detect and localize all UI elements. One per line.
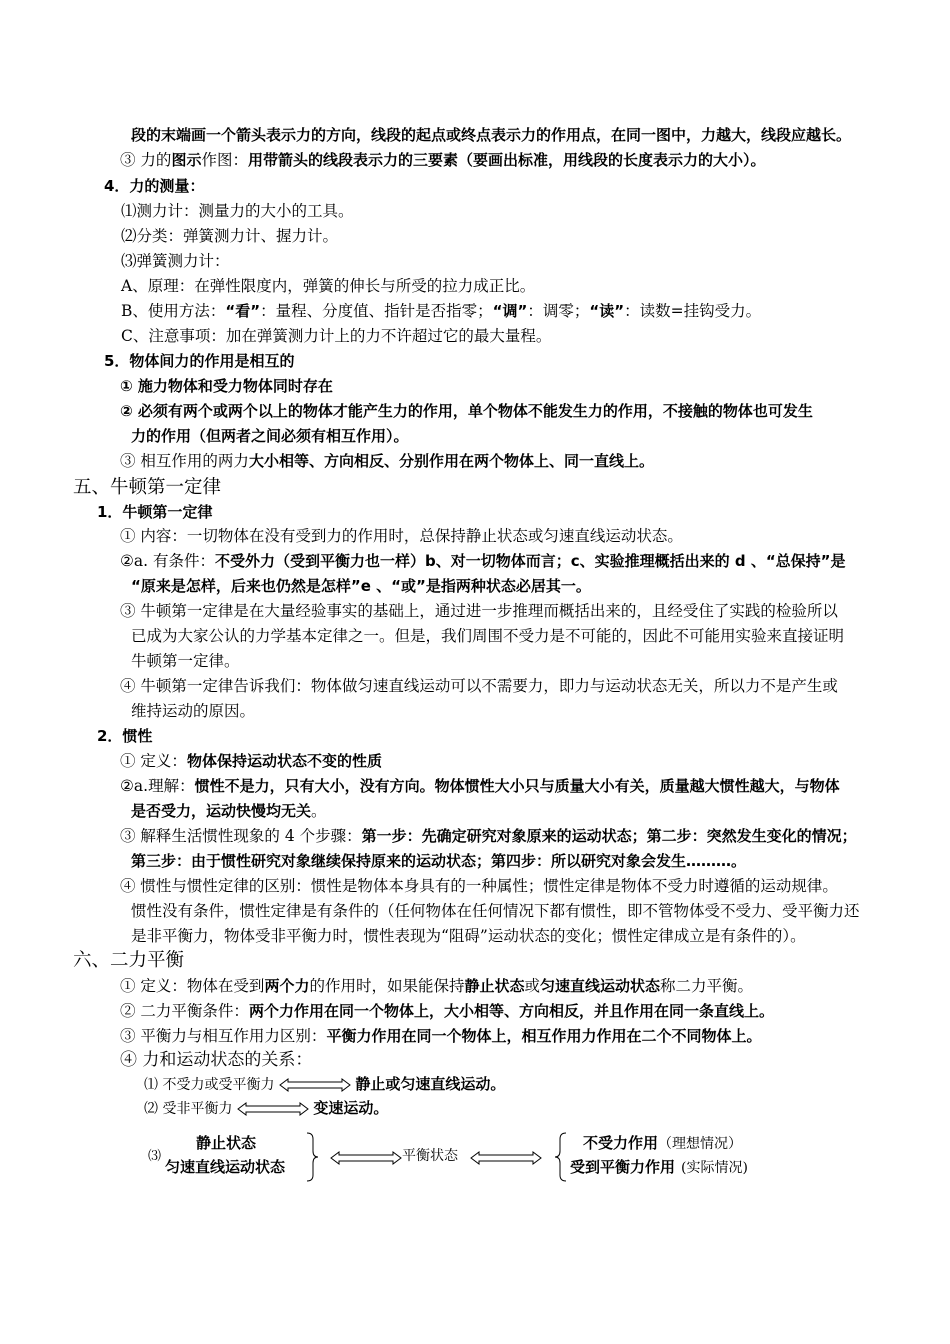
- text-span: ：调零；: [527, 302, 590, 320]
- diagram-left-1: 静止状态: [196, 1134, 257, 1152]
- text-line: 惯性没有条件，惯性定律是有条件的（任何物体在任何情况下都有惯性，即不管物体受不受力、受平衡力还: [131, 902, 860, 920]
- text-span: 受到平衡力作用: [570, 1158, 676, 1176]
- text-line: [120, 1000, 774, 1022]
- text-line: 第三步：由于惯性研究对象继续保持原来的运动状态；第四步：所以研究对象会发生………。: [131, 852, 747, 870]
- text-span: 的作用时，如果能保持: [309, 977, 465, 995]
- text-line: ② 必须有两个或两个以上的物体才能产生力的作用，单个物体不能发生力的作用，不接触的物体也可发生: [120, 402, 813, 420]
- text-line: C、注意事项：加在弹簧测力计上的力不许超过它的最大量程。: [121, 327, 552, 345]
- text-span: 物体保持运动状态不变的性质: [186, 752, 382, 770]
- text-line: [120, 825, 857, 847]
- text-span: 作图：: [201, 151, 248, 169]
- text-span: ③ 相互作用的两力: [120, 452, 249, 470]
- text-line: ⑵分类：弹簧测力计、握力计。: [121, 227, 339, 245]
- text-span: 变速运动。: [313, 1099, 389, 1117]
- diagram-middle: 平衡状态: [402, 1148, 458, 1164]
- text-span: （理想情况）: [658, 1136, 743, 1152]
- left-brace-icon: [553, 1132, 569, 1182]
- text-span: 图示: [171, 151, 202, 169]
- text-span: (实际情况): [681, 1160, 748, 1176]
- text-line: ⑶弹簧测力计：: [121, 252, 230, 270]
- text-span: ⑵ 受非平衡力: [144, 1101, 233, 1117]
- text-span: 匀速直线运动状态: [540, 977, 661, 995]
- text-span: 不受外力（受到平衡力也一样）b、对一切物体而言；c、实验推理概括出来的 d 、“总保持”是: [215, 552, 846, 570]
- double-arrow-icon: [279, 1078, 351, 1092]
- text-span: 平衡力作用在同一个物体上，相互作用力作用在二个不同物体上。: [326, 1027, 762, 1045]
- section-heading: 六、二力平衡: [73, 950, 185, 971]
- double-arrow-icon: [470, 1151, 542, 1165]
- text-line: 维持运动的原因。: [131, 702, 256, 720]
- text-line: ④ 牛顿第一定律告诉我们：物体做匀速直线运动可以不需要力，即力与运动状态无关，所以力不是产生或: [120, 677, 838, 695]
- diagram-left-2: 匀速直线运动状态: [165, 1158, 286, 1176]
- text-span: 第一步：先确定研究对象原来的运动状态；第二步：突然发生变化的情况；: [361, 827, 857, 845]
- text-line: [120, 1025, 761, 1047]
- diagram-number: ⑶: [148, 1149, 162, 1164]
- text-line: A、原理：在弹性限度内，弹簧的伸长与所受的拉力成正比。: [121, 277, 536, 295]
- text-span: “调”: [492, 302, 528, 320]
- text-span: 大小相等、方向相反、分别作用在两个物体上、同一直线上。: [248, 452, 654, 470]
- text-line: 牛顿第一定律。: [131, 652, 240, 670]
- text-line: ④ 力和运动状态的关系：: [120, 1050, 313, 1070]
- text-span: ① 定义：: [120, 752, 187, 770]
- text-line: ① 施力物体和受力物体同时存在: [120, 377, 333, 395]
- text-line: 是非平衡力，物体受非平衡力时，惯性表现为“阻碍”运动状态的变化；惯性定律成立是有条件的）。: [131, 927, 806, 945]
- text-span: 两个力: [264, 977, 310, 995]
- double-arrow-icon: [237, 1102, 309, 1116]
- section-heading: 五、牛顿第一定律: [73, 477, 222, 498]
- text-span: “读”: [589, 302, 625, 320]
- text-span: ⑴ 不受力或受平衡力: [144, 1077, 275, 1093]
- text-span: ：量程、分度值、指针是否指零；: [260, 302, 493, 320]
- text-line: 力的作用（但两者之间必须有相互作用）。: [131, 427, 409, 445]
- text-span: 。: [311, 802, 327, 820]
- subsection-heading: 1．牛顿第一定律: [97, 503, 213, 521]
- text-line: [144, 1073, 505, 1096]
- text-line: 已成为大家公认的力学基本定律之一。但是，我们周围不受力是不可能的，因此不可能用实验来直接证明: [131, 627, 845, 645]
- text-span: ① 定义：物体在受到: [120, 977, 265, 995]
- diagram-right-2: [570, 1156, 748, 1179]
- text-span: ②a. 有条件：: [120, 552, 215, 570]
- right-brace-icon: [304, 1132, 320, 1182]
- text-line: 段的末端画一个箭头表示力的方向，线段的起点或终点表示力的作用点，在同一图中，力越大，线段应越长。: [131, 126, 852, 144]
- text-line: [131, 800, 327, 822]
- text-line: [120, 149, 765, 171]
- text-line: [120, 975, 753, 997]
- text-span: ② 二力平衡条件：: [120, 1002, 249, 1020]
- text-line: [120, 750, 382, 772]
- text-span: 不受力作用: [583, 1134, 659, 1152]
- text-span: 称二力平衡。: [660, 977, 754, 995]
- diagram-right-1: [583, 1132, 742, 1155]
- text-span: ③ 力的: [120, 151, 172, 169]
- text-span: 两个力作用在同一个物体上，大小相等、方向相反，并且作用在同一条直线上。: [248, 1002, 774, 1020]
- text-span: ：读数=挂钩受力。: [624, 302, 762, 320]
- text-span: ③ 平衡力与相互作用力区别：: [120, 1027, 327, 1045]
- double-arrow-icon: [330, 1151, 402, 1165]
- text-line: “原来是怎样，后来也仍然是怎样”e 、“或”是指两种状态必居其一。: [131, 577, 591, 595]
- text-span: 用带箭头的线段表示力的三要素（要画出标准，用线段的长度表示力的大小）。: [247, 151, 766, 169]
- text-line: [120, 775, 840, 797]
- text-span: ②a.理解：: [120, 777, 195, 795]
- text-line: ④ 惯性与惯性定律的区别：惯性是物体本身具有的一种属性；惯性定律是物体不受力时遵循的运动规律。: [120, 877, 838, 895]
- text-line: ① 内容：一切物体在没有受到力的作用时，总保持静止状态或匀速直线运动状态。: [120, 527, 683, 545]
- text-line: [120, 450, 654, 472]
- subsection-heading: 2．惯性: [97, 727, 153, 745]
- text-span: B、使用方法：: [121, 302, 226, 320]
- text-span: 或: [524, 977, 540, 995]
- text-span: 惯性不是力，只有大小，没有方向。物体惯性大小只与质量大小有关，质量越大惯性越大，与物体: [194, 777, 840, 795]
- subsection-heading: 5．物体间力的作用是相互的: [104, 352, 295, 370]
- text-line: ③ 牛顿第一定律是在大量经验事实的基础上，通过进一步推理而概括出来的，且经受住了实践的检验所以: [120, 602, 838, 620]
- text-span: 静止状态: [464, 977, 525, 995]
- text-line: [144, 1097, 388, 1120]
- text-span: 是否受力，运动快慢均无关: [131, 802, 312, 820]
- text-span: ③ 解释生活惯性现象的 4 个步骤：: [120, 827, 362, 845]
- text-line: [120, 550, 846, 572]
- text-line: ⑴测力计：测量力的大小的工具。: [121, 202, 354, 220]
- text-span: “看”: [225, 302, 261, 320]
- subsection-heading: 4．力的测量：: [104, 177, 205, 195]
- text-span: 静止或匀速直线运动。: [355, 1075, 506, 1093]
- text-line: [121, 300, 761, 322]
